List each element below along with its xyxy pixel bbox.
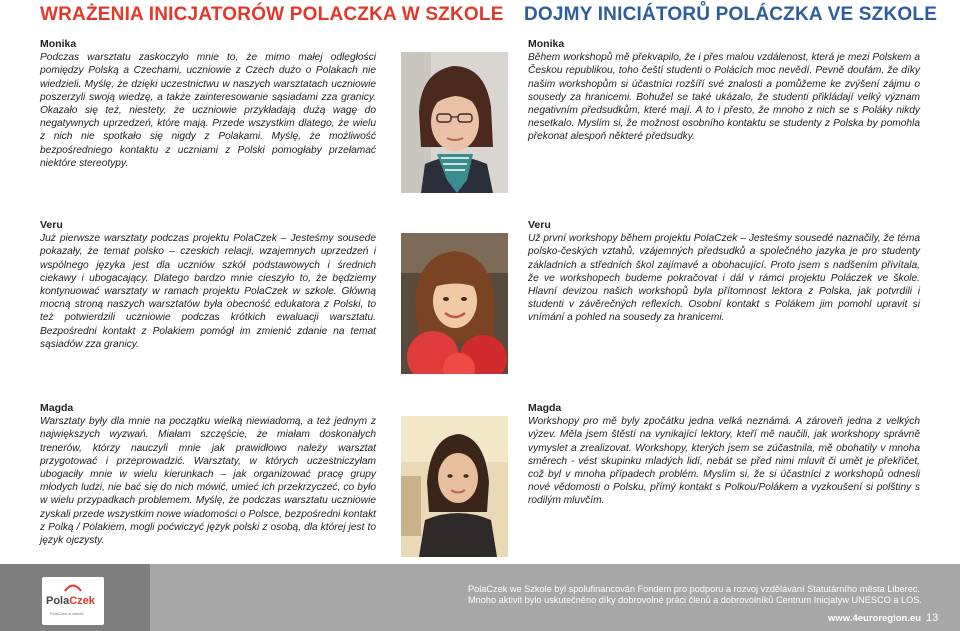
logo-text-a: Pola bbox=[46, 595, 70, 607]
monika-text-cz: Během workshopů mě překvapilo, že i přes malou vzdálenost, která je mezi Polskem a Českou republikou, toho čeští studenti o Polácích moc nevědí. Pevně doufám, že díky našim workshopům si účastníci rozšíří své znalosti a pomůžeme ke zvýšení zájmu o sousedy za hranicemi. Bohužel se také ukázalo, že studenti přikládají velký význam negativním předsudkům, které mají. A to i přesto, že mnoho z nich se s Poláky nikdy nesetkalo. Myslím si, že možnost osobního kontaktu se studenty z Polska by pomohla překonat alespoň některé předsudky. bbox=[528, 52, 920, 143]
veru-name-cz: Veru bbox=[528, 219, 551, 231]
logo-text-b: Czek bbox=[69, 595, 95, 607]
logo-subtext: PolaCzek w szkole bbox=[50, 611, 84, 616]
veru-text-cz: Už první workshopy během projektu PolaCzek – Jesteśmy sousedé naznačily, že téma polsko-českých vztahů, vzájemných předsudků a společného jazyka je pro studenty základních a středních škol zajímavé a obohacující. Proto jsem s nadšením přivítala, že ve workshopech budeme pokračovat i dál v rámci projektu Poláczek ve škole. Hlavní devizou našich workshopů byla přítomnost lektora z Polska, jak potvrdili i studenti v závěrečných reflexích. Osobní kontakt s Polákem jim pomohl upravit si vnímání a pohled na sousedy za hranicemi. bbox=[528, 233, 920, 324]
magda-czech bbox=[528, 402, 920, 508]
veru-name-pl: Veru bbox=[40, 219, 63, 231]
monika-photo bbox=[401, 52, 508, 193]
magda-name-cz: Magda bbox=[528, 402, 562, 414]
monika-name-pl: Monika bbox=[40, 38, 77, 50]
czech-heading: DOJMY INICIÁTORŮ POLÁCZKA VE SZKOLE bbox=[524, 4, 938, 25]
magda-text-cz: Workshopy pro mě byly zpočátku jedna velká neznámá. A zároveň jedna z velkých výzev. Měla jsem štěstí na vynikající lektory, kteří mě naučili, jak workshopy správně vymyslet a zrealizovat. Workshopy, kterých jsem se zúčastnila, mě obohatily v mnoha směrech - vést skupinku mladých lidí, nebát se před nimi mluvit či umět je překřičet, což byl v mnoha případech problém. Myslím si, že si účastníci z workshopů odnesli nové vědomosti o Polsku, přímý kontakt s Polkou/Polákem a vyzkoušení si polštiny s rodilým mluvčím. bbox=[528, 416, 920, 507]
logo-mark-icon bbox=[64, 582, 82, 592]
logo-panel bbox=[0, 564, 150, 631]
veru-czech bbox=[528, 219, 920, 325]
magda-text-pl: Warsztaty były dla mnie na początku wielką niewiadomą, a też jednym z największych wyzwań. Miałam szczęście, że miałam doskonałych trenerów, którzy nauczyli mnie jak prawidłowo należy warsztat przygotować i przeprowadzić. Warsztaty, w których uczestniczyłam ubogaciły mnie w wielu kierunkach – jak organizować pracę grupy młodych ludzi, nie bać się do nich mówić, umieć ich przekrzyczeć, co było w wielu przypadkach problemem. Myślę, że podczas warsztatu uczniowie zyskali przede wszystkim nowe wiadomości o Polsce, bezpośredni kontakt z Polką / Polakiem, mogli poćwiczyć język polski z osobą, dla której jest to język ojczysty. bbox=[40, 416, 376, 547]
monika-czech bbox=[528, 38, 920, 144]
magda-photo bbox=[401, 416, 508, 557]
funding-note: PolaCzek we Szkole byl spolufinancován Fondem pro podporu a rozvoj vzdělávání Statutárního města Liberec. Mnoho aktivit bylo uskutečněno díky dobrovolné práci členů a dobrovolníků Centrum Inicjatyw UNESCO a LOS. bbox=[468, 584, 922, 605]
monika-polish bbox=[40, 38, 376, 170]
veru-photo bbox=[401, 233, 508, 374]
website-link[interactable]: www.4euroregion.eu bbox=[828, 613, 922, 624]
veru-text-pl: Już pierwsze warsztaty podczas projektu PolaCzek – Jesteśmy sousede pokazały, że temat polsko – czeskich relacji, wzajemnych uprzedzeń i wspólnego języka jest dla uczniów szkół podstawowych i średnich ciekawy i ubogacający. Dlatego bardzo mnie cieszyło to, że będziemy kontynuować warsztaty w ramach projektu PolaCzek w szkole. Główną mocną stroną naszych warsztatów była obecność edukatora z Polski, to też potwierdzili uczniowie podczas krótkich ewaluacji warsztatu. Bezpośredni kontakt z Polakiem pomógł im zmienić zdanie na temat sąsiadów zza granicy. bbox=[40, 233, 376, 350]
polaczek-logo bbox=[42, 577, 104, 625]
magda-name-pl: Magda bbox=[40, 402, 74, 414]
logo-text bbox=[46, 595, 95, 607]
footer bbox=[0, 564, 960, 631]
polish-heading: WRAŻENIA INICJATORÓW POLACZKA W SZKOLE bbox=[40, 4, 504, 25]
page-number: 13 bbox=[926, 612, 939, 624]
veru-polish bbox=[40, 219, 376, 351]
monika-text-pl: Podczas warsztatu zaskoczyło mnie to, że mimo małej odległości pomiędzy Polską a Czechami, uczniowie z Czech dużo o Polakach nie wiedzieli. Myślę, że dzięki uczestnictwu w naszych warsztatach uczniowie poszerzyli swoją wiedzę, a także zainteresowanie sąsiadami zza granicy. Okazało się też, niestety, że uczniowie przykładają dużą wagę do negatywnych uprzedzeń, które mają. Przede wszystkim dlatego, że wielu z nich nie spotkało się nigdy z Polakami. Myślę, że możliwość bezpośredniego kontaktu z uczniami z Polski pomogłaby przełamać niektóre stereotypy. bbox=[40, 52, 376, 169]
magda-polish bbox=[40, 402, 376, 547]
monika-name-cz: Monika bbox=[528, 38, 565, 50]
